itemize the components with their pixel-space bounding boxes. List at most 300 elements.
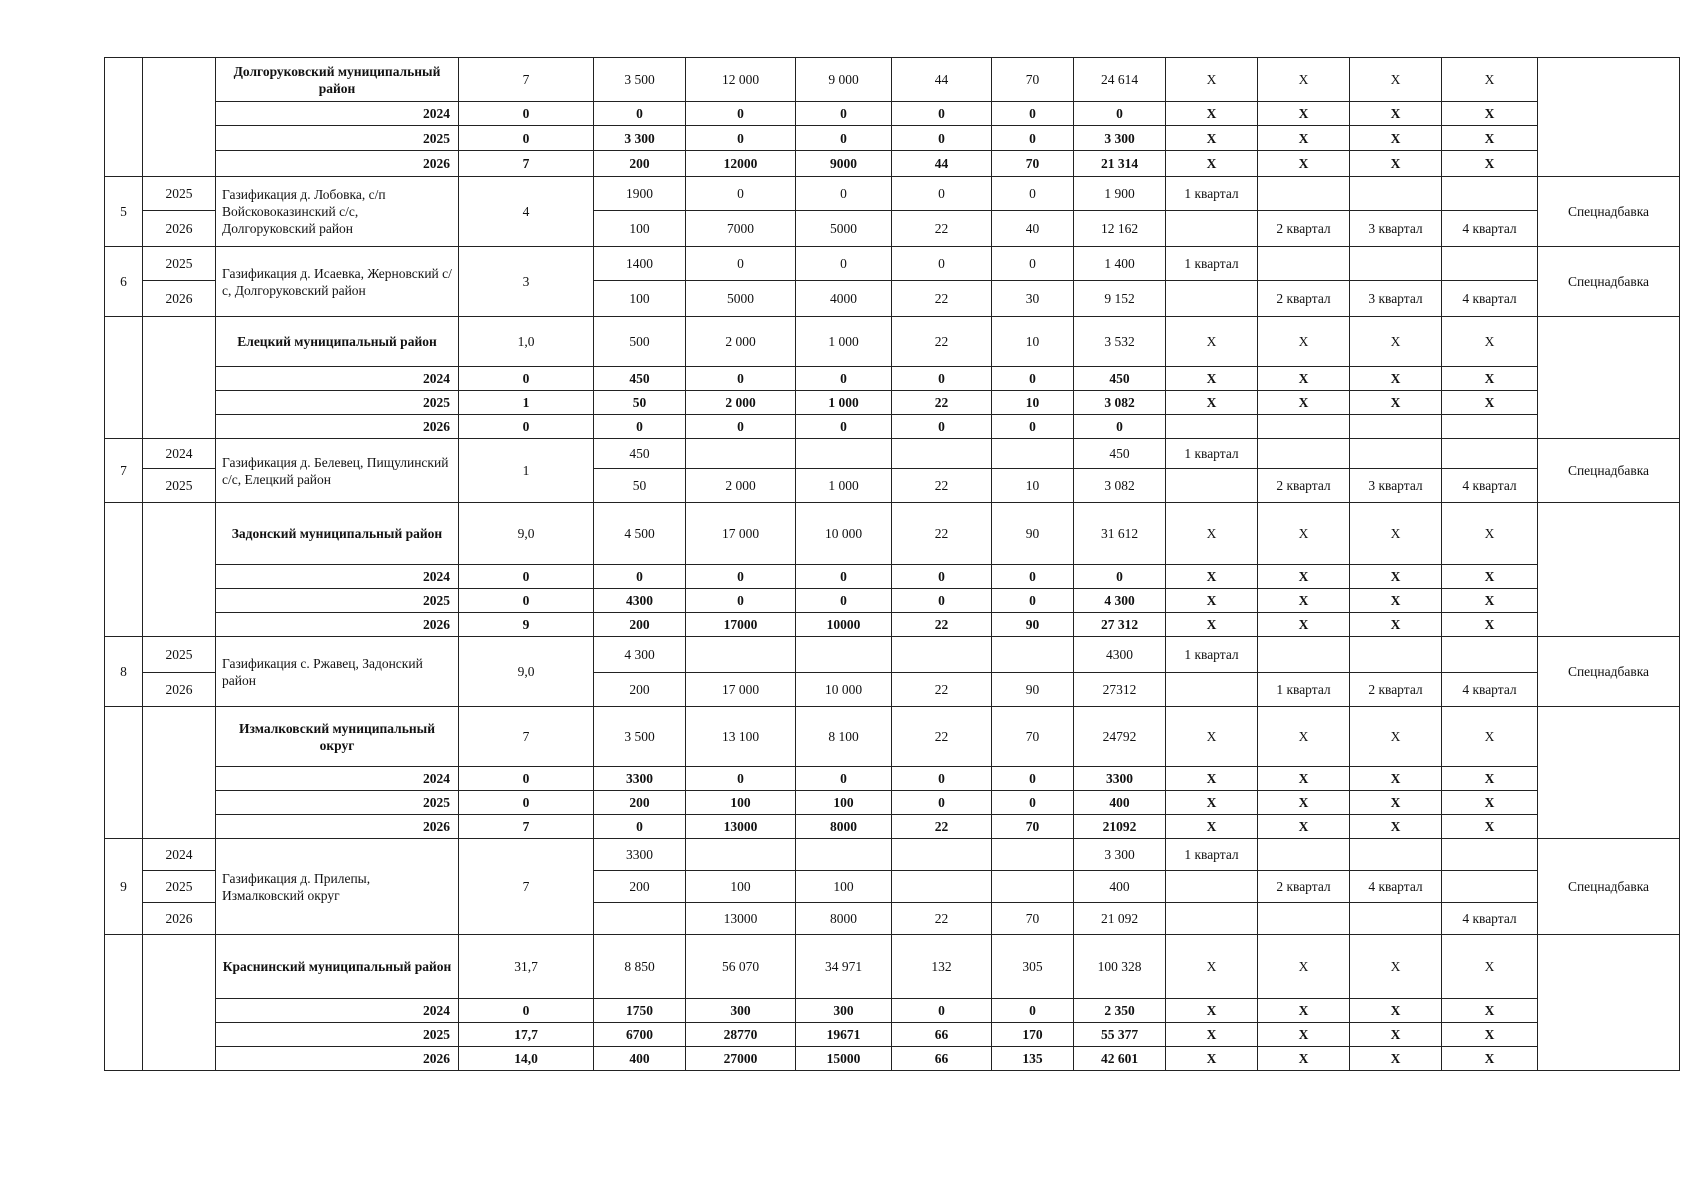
- table-cell: [892, 839, 992, 871]
- table-cell: X: [1258, 589, 1350, 613]
- table-cell: 1 000: [796, 469, 892, 503]
- table-cell: X: [1350, 613, 1442, 637]
- table-cell: X: [1166, 58, 1258, 102]
- empty-num-cell: [105, 707, 143, 839]
- table-cell: 66: [892, 1047, 992, 1071]
- project-length: 1: [459, 439, 594, 503]
- table-cell: 0: [892, 177, 992, 211]
- table-cell: 22: [892, 503, 992, 565]
- table-row: [105, 791, 1680, 815]
- table-cell: 0: [796, 126, 892, 151]
- table-cell: 70: [992, 707, 1074, 767]
- table-cell: [796, 839, 892, 871]
- table-cell: 22: [892, 707, 992, 767]
- table-cell: 40: [992, 211, 1074, 247]
- table-cell: 450: [1074, 439, 1166, 469]
- table-cell: 0: [459, 589, 594, 613]
- table-cell: X: [1350, 317, 1442, 367]
- table-cell: 4 квартал: [1442, 469, 1538, 503]
- table-cell: [1350, 415, 1442, 439]
- project-note: Спецнадбавка: [1538, 177, 1680, 247]
- table-cell: X: [1442, 707, 1538, 767]
- table-cell: X: [1166, 791, 1258, 815]
- table-cell: X: [1442, 815, 1538, 839]
- table-cell: 100: [796, 871, 892, 903]
- table-cell: 13000: [686, 903, 796, 935]
- table-cell: 1 000: [796, 391, 892, 415]
- table-cell: 1: [459, 391, 594, 415]
- table-cell: [1258, 247, 1350, 281]
- table-cell: 3 300: [594, 126, 686, 151]
- table-cell: 10: [992, 469, 1074, 503]
- table-cell: 0: [796, 589, 892, 613]
- table-cell: 8 100: [796, 707, 892, 767]
- table-cell: 66: [892, 1023, 992, 1047]
- table-cell: [1166, 871, 1258, 903]
- table-row: [105, 707, 1680, 767]
- table-cell: [1258, 839, 1350, 871]
- table-cell: 0: [459, 102, 594, 126]
- table-cell: 100: [686, 871, 796, 903]
- table-cell: X: [1258, 767, 1350, 791]
- project-name: Газификация д. Прилепы, Измалковский округ: [216, 839, 459, 935]
- table-cell: 1 квартал: [1166, 177, 1258, 211]
- table-cell: X: [1258, 58, 1350, 102]
- table-cell: 1 квартал: [1258, 673, 1350, 707]
- table-cell: 135: [992, 1047, 1074, 1071]
- table-cell: 3 квартал: [1350, 211, 1442, 247]
- table-cell: 0: [796, 767, 892, 791]
- table-cell: 22: [892, 903, 992, 935]
- table-cell: 56 070: [686, 935, 796, 999]
- table-cell: X: [1350, 391, 1442, 415]
- table-cell: X: [1166, 999, 1258, 1023]
- project-year: 2025: [143, 637, 216, 673]
- table-cell: 3 082: [1074, 391, 1166, 415]
- project-year: 2026: [143, 903, 216, 935]
- table-cell: 10000: [796, 613, 892, 637]
- table-cell: 0: [1074, 565, 1166, 589]
- table-cell: 100: [594, 281, 686, 317]
- table-cell: X: [1258, 565, 1350, 589]
- table-cell: 0: [992, 999, 1074, 1023]
- table-cell: 31,7: [459, 935, 594, 999]
- table-cell: 6700: [594, 1023, 686, 1047]
- table-cell: 0: [992, 415, 1074, 439]
- table-row: [105, 1047, 1680, 1071]
- table-cell: X: [1258, 935, 1350, 999]
- empty-num-cell: [105, 935, 143, 1071]
- table-row: [105, 58, 1680, 102]
- table-cell: 3 500: [594, 58, 686, 102]
- table-cell: 0: [892, 415, 992, 439]
- table-cell: X: [1258, 126, 1350, 151]
- table-cell: 100: [594, 211, 686, 247]
- table-cell: [1166, 211, 1258, 247]
- table-cell: 22: [892, 391, 992, 415]
- table-cell: 1750: [594, 999, 686, 1023]
- table-cell: 0: [459, 791, 594, 815]
- table-cell: X: [1258, 151, 1350, 177]
- table-cell: 70: [992, 58, 1074, 102]
- project-number: 9: [105, 839, 143, 935]
- table-cell: X: [1442, 102, 1538, 126]
- table-cell: 9000: [796, 151, 892, 177]
- project-length: 9,0: [459, 637, 594, 707]
- table-cell: 0: [992, 126, 1074, 151]
- table-cell: 10: [992, 391, 1074, 415]
- table-cell: X: [1350, 151, 1442, 177]
- table-cell: 0: [459, 126, 594, 151]
- table-cell: 5000: [796, 211, 892, 247]
- table-cell: 1 000: [796, 317, 892, 367]
- table-cell: 132: [892, 935, 992, 999]
- table-cell: X: [1166, 1023, 1258, 1047]
- table-cell: 9: [459, 613, 594, 637]
- table-cell: 100 328: [1074, 935, 1166, 999]
- table-cell: 4300: [594, 589, 686, 613]
- table-cell: 2 квартал: [1350, 673, 1442, 707]
- table-cell: 0: [992, 589, 1074, 613]
- project-year: 2026: [143, 211, 216, 247]
- table-cell: 3 532: [1074, 317, 1166, 367]
- project-year: 2024: [143, 439, 216, 469]
- project-note: Спецнадбавка: [1538, 637, 1680, 707]
- table-cell: 4 300: [1074, 589, 1166, 613]
- table-cell: 14,0: [459, 1047, 594, 1071]
- table-cell: X: [1350, 126, 1442, 151]
- table-cell: [686, 439, 796, 469]
- table-cell: X: [1258, 391, 1350, 415]
- table-cell: [1350, 839, 1442, 871]
- table-cell: 0: [796, 247, 892, 281]
- table-cell: 3 500: [594, 707, 686, 767]
- table-row: [105, 367, 1680, 391]
- table-cell: 13 100: [686, 707, 796, 767]
- table-row: [105, 247, 1680, 281]
- table-cell: X: [1442, 1023, 1538, 1047]
- empty-year-cell: [143, 58, 216, 177]
- table-cell: 12000: [686, 151, 796, 177]
- table-cell: 4 квартал: [1442, 281, 1538, 317]
- empty-note-cell: [1538, 58, 1680, 177]
- table-cell: [1442, 637, 1538, 673]
- table-cell: 3 300: [1074, 839, 1166, 871]
- table-cell: X: [1350, 935, 1442, 999]
- table-cell: 0: [459, 999, 594, 1023]
- table-cell: 0: [459, 767, 594, 791]
- table-cell: 17 000: [686, 503, 796, 565]
- table-cell: 400: [1074, 871, 1166, 903]
- table-cell: X: [1166, 589, 1258, 613]
- table-cell: [796, 637, 892, 673]
- district-year: 2025: [216, 1023, 459, 1047]
- table-cell: 2 350: [1074, 999, 1166, 1023]
- project-length: 3: [459, 247, 594, 317]
- table-cell: 0: [892, 999, 992, 1023]
- table-cell: 50: [594, 469, 686, 503]
- project-number: 7: [105, 439, 143, 503]
- table-cell: 0: [892, 589, 992, 613]
- table-cell: 100: [686, 791, 796, 815]
- table-cell: X: [1350, 767, 1442, 791]
- table-cell: X: [1442, 1047, 1538, 1071]
- table-cell: [1350, 439, 1442, 469]
- district-name: Елецкий муниципальный район: [216, 317, 459, 367]
- table-cell: 1 квартал: [1166, 637, 1258, 673]
- table-cell: 0: [459, 565, 594, 589]
- table-cell: 0: [686, 367, 796, 391]
- table-cell: X: [1442, 791, 1538, 815]
- table-cell: [892, 439, 992, 469]
- project-name: Газификация д. Белевец, Пищулинский с/с, Елецкий район: [216, 439, 459, 503]
- table-cell: 4 квартал: [1350, 871, 1442, 903]
- table-cell: 0: [796, 415, 892, 439]
- project-number: 5: [105, 177, 143, 247]
- table-cell: 19671: [796, 1023, 892, 1047]
- table-cell: 55 377: [1074, 1023, 1166, 1047]
- district-year: 2025: [216, 126, 459, 151]
- table-cell: 0: [992, 565, 1074, 589]
- table-row: [105, 613, 1680, 637]
- table-cell: [1166, 415, 1258, 439]
- empty-note-cell: [1538, 317, 1680, 439]
- table-cell: X: [1166, 503, 1258, 565]
- table-cell: X: [1350, 1023, 1442, 1047]
- table-cell: 0: [686, 565, 796, 589]
- table-cell: 0: [459, 415, 594, 439]
- table-row: [105, 439, 1680, 469]
- table-cell: 450: [1074, 367, 1166, 391]
- table-cell: X: [1166, 151, 1258, 177]
- table-cell: [1166, 903, 1258, 935]
- table-cell: 0: [459, 367, 594, 391]
- table-cell: X: [1166, 367, 1258, 391]
- table-cell: 300: [686, 999, 796, 1023]
- table-cell: 0: [892, 767, 992, 791]
- table-cell: X: [1166, 565, 1258, 589]
- table-cell: 3300: [1074, 767, 1166, 791]
- table-cell: 0: [594, 565, 686, 589]
- project-name: Газификация д. Исаевка, Жерновский с/с, Долгоруковский район: [216, 247, 459, 317]
- table-cell: X: [1350, 999, 1442, 1023]
- table-cell: 10 000: [796, 673, 892, 707]
- table-cell: X: [1442, 565, 1538, 589]
- district-year: 2026: [216, 415, 459, 439]
- table-cell: [1166, 281, 1258, 317]
- empty-note-cell: [1538, 935, 1680, 1071]
- table-cell: 50: [594, 391, 686, 415]
- district-year: 2026: [216, 613, 459, 637]
- table-cell: 0: [992, 247, 1074, 281]
- table-cell: 17,7: [459, 1023, 594, 1047]
- table-cell: X: [1166, 391, 1258, 415]
- table-cell: X: [1350, 791, 1442, 815]
- table-cell: X: [1258, 707, 1350, 767]
- table-cell: 0: [892, 791, 992, 815]
- table-cell: 0: [686, 177, 796, 211]
- table-cell: [1442, 839, 1538, 871]
- table-cell: 42 601: [1074, 1047, 1166, 1071]
- table-cell: 0: [686, 102, 796, 126]
- table-cell: 4 300: [594, 637, 686, 673]
- district-year: 2024: [216, 767, 459, 791]
- table-cell: [992, 637, 1074, 673]
- table-cell: 28770: [686, 1023, 796, 1047]
- table-cell: 0: [992, 177, 1074, 211]
- project-length: 7: [459, 839, 594, 935]
- table-cell: 1 900: [1074, 177, 1166, 211]
- district-year: 2024: [216, 102, 459, 126]
- table-cell: 0: [796, 102, 892, 126]
- empty-note-cell: [1538, 707, 1680, 839]
- project-year: 2025: [143, 177, 216, 211]
- table-cell: 21 092: [1074, 903, 1166, 935]
- table-cell: 2 квартал: [1258, 469, 1350, 503]
- table-cell: X: [1442, 317, 1538, 367]
- empty-note-cell: [1538, 503, 1680, 637]
- table-cell: X: [1442, 367, 1538, 391]
- table-cell: 305: [992, 935, 1074, 999]
- table-cell: [1442, 439, 1538, 469]
- table-cell: 1 квартал: [1166, 439, 1258, 469]
- table-cell: 0: [992, 767, 1074, 791]
- table-cell: 0: [992, 102, 1074, 126]
- table-cell: X: [1258, 1023, 1350, 1047]
- table-cell: X: [1350, 503, 1442, 565]
- table-cell: X: [1442, 999, 1538, 1023]
- table-cell: 10 000: [796, 503, 892, 565]
- table-cell: X: [1442, 935, 1538, 999]
- table-row: [105, 767, 1680, 791]
- table-cell: 3300: [594, 767, 686, 791]
- gasification-table: [104, 57, 1680, 1071]
- project-number: 6: [105, 247, 143, 317]
- table-cell: 100: [796, 791, 892, 815]
- project-name: Газификация д. Лобовка, с/п Войсковоказинский с/с, Долгоруковский район: [216, 177, 459, 247]
- table-cell: 22: [892, 211, 992, 247]
- district-name: Долгоруковский муниципальный район: [216, 58, 459, 102]
- district-name: Краснинский муниципальный район: [216, 935, 459, 999]
- table-cell: 0: [594, 815, 686, 839]
- table-cell: 200: [594, 791, 686, 815]
- table-cell: X: [1258, 102, 1350, 126]
- table-cell: 31 612: [1074, 503, 1166, 565]
- table-cell: 22: [892, 815, 992, 839]
- table-cell: X: [1350, 589, 1442, 613]
- table-cell: X: [1258, 503, 1350, 565]
- empty-year-cell: [143, 503, 216, 637]
- table-cell: 22: [892, 613, 992, 637]
- table-cell: [892, 871, 992, 903]
- table-cell: [992, 871, 1074, 903]
- table-row: [105, 589, 1680, 613]
- table-cell: 1,0: [459, 317, 594, 367]
- table-row: [105, 935, 1680, 999]
- table-cell: [992, 439, 1074, 469]
- table-cell: 90: [992, 503, 1074, 565]
- table-cell: 9 000: [796, 58, 892, 102]
- table-cell: [1442, 415, 1538, 439]
- table-cell: 7: [459, 707, 594, 767]
- table-cell: 300: [796, 999, 892, 1023]
- table-cell: [1258, 177, 1350, 211]
- table-cell: X: [1350, 815, 1442, 839]
- table-cell: X: [1166, 126, 1258, 151]
- table-cell: 450: [594, 439, 686, 469]
- table-cell: X: [1258, 613, 1350, 637]
- table-row: [105, 839, 1680, 871]
- table-cell: 0: [686, 589, 796, 613]
- district-year: 2026: [216, 1047, 459, 1071]
- table-cell: 24792: [1074, 707, 1166, 767]
- table-cell: [686, 637, 796, 673]
- table-cell: 0: [686, 767, 796, 791]
- table-cell: 0: [796, 367, 892, 391]
- table-cell: 22: [892, 281, 992, 317]
- table-cell: X: [1350, 1047, 1442, 1071]
- table-cell: 4 квартал: [1442, 673, 1538, 707]
- table-cell: 22: [892, 673, 992, 707]
- table-cell: X: [1166, 815, 1258, 839]
- table-cell: X: [1166, 1047, 1258, 1071]
- table-cell: [796, 439, 892, 469]
- table-cell: 7: [459, 151, 594, 177]
- table-cell: X: [1258, 791, 1350, 815]
- table-cell: 90: [992, 613, 1074, 637]
- empty-year-cell: [143, 935, 216, 1071]
- district-name: Задонский муниципальный район: [216, 503, 459, 565]
- table-cell: 400: [1074, 791, 1166, 815]
- table-cell: X: [1442, 589, 1538, 613]
- table-cell: 70: [992, 815, 1074, 839]
- table-cell: 0: [594, 102, 686, 126]
- table-cell: 0: [796, 565, 892, 589]
- table-cell: [1442, 177, 1538, 211]
- table-cell: X: [1442, 126, 1538, 151]
- table-cell: X: [1258, 367, 1350, 391]
- table-cell: 0: [992, 791, 1074, 815]
- table-cell: 4300: [1074, 637, 1166, 673]
- project-year: 2025: [143, 247, 216, 281]
- table-cell: [1350, 177, 1442, 211]
- table-cell: 22: [892, 317, 992, 367]
- table-cell: X: [1166, 613, 1258, 637]
- table-cell: 1 квартал: [1166, 247, 1258, 281]
- table-cell: 0: [892, 367, 992, 391]
- empty-num-cell: [105, 317, 143, 439]
- table-cell: 21092: [1074, 815, 1166, 839]
- table-cell: [1442, 247, 1538, 281]
- table-cell: [1166, 673, 1258, 707]
- table-cell: 22: [892, 469, 992, 503]
- table-cell: X: [1350, 367, 1442, 391]
- table-cell: X: [1166, 767, 1258, 791]
- table-cell: 4 500: [594, 503, 686, 565]
- table-cell: X: [1350, 102, 1442, 126]
- table-cell: 12 162: [1074, 211, 1166, 247]
- district-year: 2025: [216, 589, 459, 613]
- table-cell: X: [1350, 58, 1442, 102]
- table-cell: 0: [594, 415, 686, 439]
- table-cell: 15000: [796, 1047, 892, 1071]
- table-cell: [686, 839, 796, 871]
- table-cell: 2 квартал: [1258, 211, 1350, 247]
- table-cell: X: [1258, 999, 1350, 1023]
- table-cell: 13000: [686, 815, 796, 839]
- table-cell: [1350, 903, 1442, 935]
- table-cell: 1900: [594, 177, 686, 211]
